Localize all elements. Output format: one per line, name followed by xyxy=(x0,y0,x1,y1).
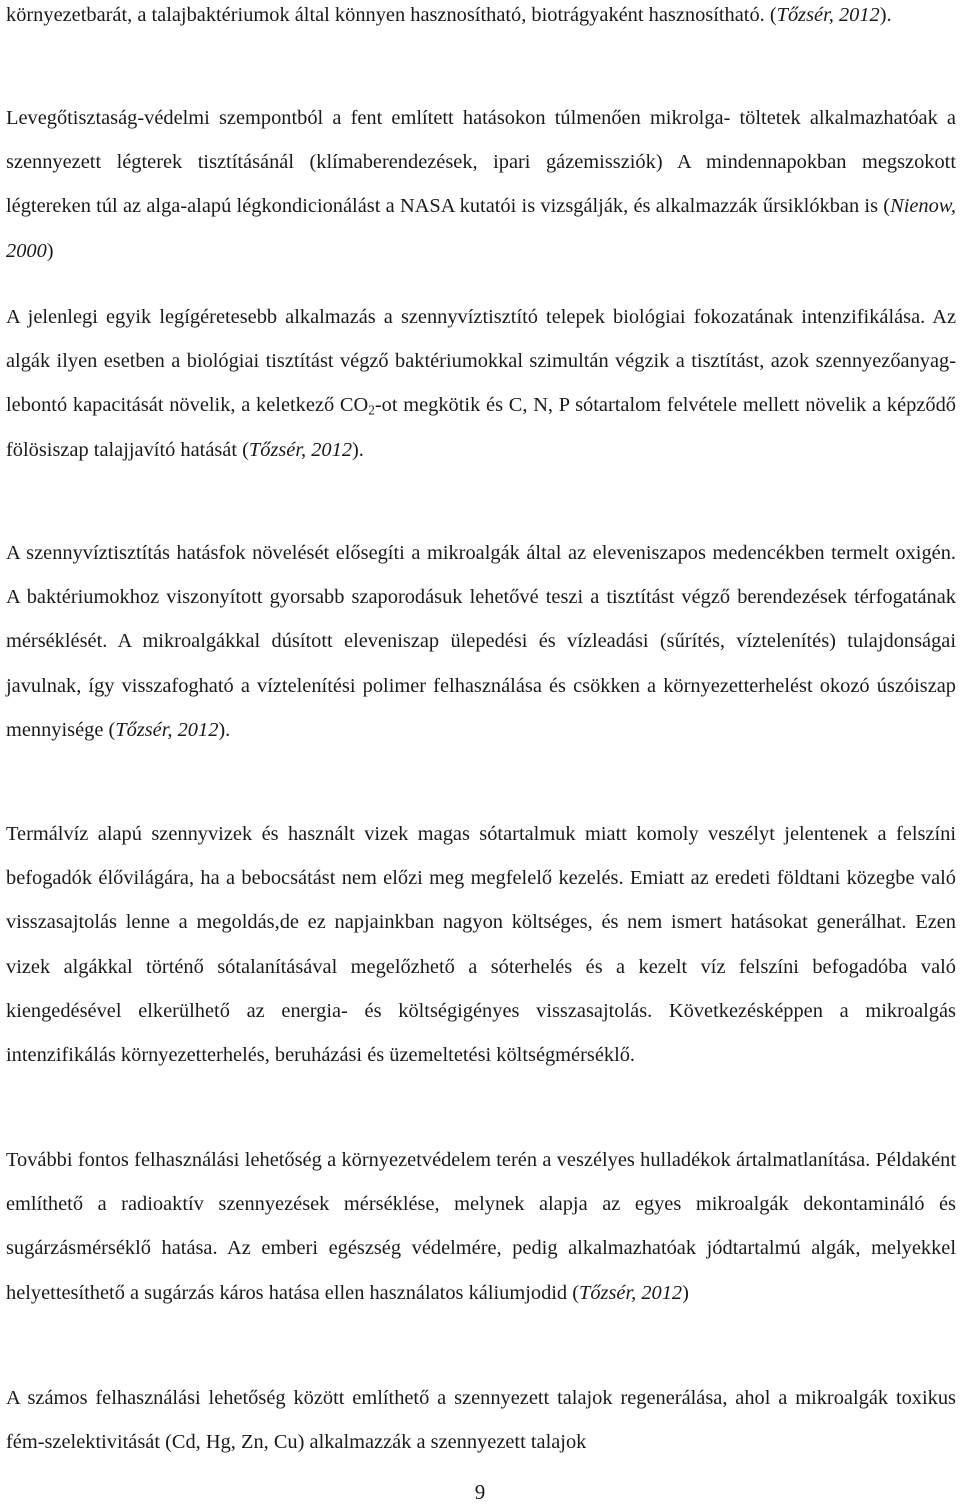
paragraph-text: A számos felhasználási lehetőség között említhető a szennyezett talajok regenerálása, ahol a mikroalgák toxikus fém-szelektivitását (Cd, Hg, Zn, Cu) alkalmazzák a szennyezett talajok xyxy=(6,1387,956,1454)
paragraph-text: ) xyxy=(682,1281,689,1304)
paragraph xyxy=(6,96,956,273)
paragraph-text: ) xyxy=(46,239,54,262)
paragraph-text: Termálvíz alapú szennyvizek és használt vizek magas sótartalmuk miatt komoly veszélyt jelentenek a felszíni befogadók élővilágára, ha a bebocsátást nem előzi meg megfelelő kezelés. Emiatt az eredeti földtani közegbe való visszasajtolás lenne a megoldás,de ez napjainkban nagyon költséges, és nem ismert hatásokat generálhat. Ezen vizek algákkal történő sótalanításával megelőzhető a sóterhelés és a kezelt víz felszíni befogadóba való kiengedésével elkerülhető az energia- és költségigényes visszasajtolás. Következésképpen a mikroalgás intenzifikálás környezetterhelés, beruházási és üzemeltetési költségmérséklő. xyxy=(6,823,956,1067)
paragraph-text: ). xyxy=(352,438,364,461)
paragraph-text: ). xyxy=(879,4,892,26)
subscript-text: 2 xyxy=(368,402,375,418)
paragraph-text: ). xyxy=(218,718,231,741)
paragraph xyxy=(6,0,956,37)
citation-text: Tőzsér, 2012 xyxy=(115,718,219,741)
paragraph xyxy=(6,531,956,752)
paragraph-text: A jelenlegi egyik legígéretesebb alkalmazás a szennyvíztisztító telepek biológiai fokozatának intenzifikálása. Az algák ilyen esetben a biológiai tisztítást végző baktériumokkal szimultán végzik a tisztítást, azok szennyezőanyag-lebontó kapacitását növelik, a keletkező CO xyxy=(6,306,956,417)
citation-text: Tőzsér, 2012 xyxy=(579,1281,683,1304)
paragraph xyxy=(6,812,956,1077)
citation-text: Tőzsér, 2012 xyxy=(248,438,353,461)
paragraph xyxy=(6,295,956,472)
paragraph-text: környezetbarát, a talajbaktériumok által könnyen hasznosítható, biotrágyaként hasznosítható. ( xyxy=(6,4,777,26)
paragraph-text: -ot megkötik és C, N, P sótartalom felvétele mellett növelik a képződő fölösiszap talajjavító hatását ( xyxy=(6,394,956,461)
paragraph-text: A szennyvíztisztítás hatásfok növelését elősegíti a mikroalgák által az eleveniszapos medencékben termelt oxigén. A baktériumokhoz viszonyított gyorsabb szaporodásuk lehetővé teszi a tisztítást végző berendezések térfogatának mérséklését. A mikroalgákkal dúsított eleveniszap ülepedési és vízleadási (sűrítés, víztelenítés) tulajdonságai javulnak, így visszafogható a víztelenítési polimer felhasználása és csökken a környezetterhelést okozó úszóiszap mennyisége ( xyxy=(6,542,956,741)
paragraph xyxy=(6,1138,956,1315)
paragraph xyxy=(6,1376,956,1464)
citation-text: Nienow, 2000 xyxy=(6,195,956,262)
citation-text: Tőzsér, 2012 xyxy=(776,4,880,26)
paragraph-text: További fontos felhasználási lehetőség a környezetvédelem terén a veszélyes hulladékok ártalmatlanítása. Példaként említhető a radioaktív szennyezések mérséklése, melynek alapja az egyes mikroalgák dekontamináló és sugárzásmérséklő hatása. Az emberi egészség védelmére, pedig alkalmazhatóak jódtartalmú algák, melyekkel helyettesíthető a sugárzás káros hatása ellen használatos káliumjodid ( xyxy=(6,1149,956,1304)
paragraph-text: Levegőtisztaság-védelmi szempontból a fent említett hatásokon túlmenően mikrolga- töltetek alkalmazhatóak a szennyezett légterek tisztításánál (klímaberendezések, ipari gázemissziók) A mindennapokban megszokott légtereken túl az alga-alapú légkondicionálást a NASA kutatói is vizsgálják, és alkalmazzák űrsiklókban is ( xyxy=(6,107,956,218)
page-number: 9 xyxy=(474,1480,486,1504)
